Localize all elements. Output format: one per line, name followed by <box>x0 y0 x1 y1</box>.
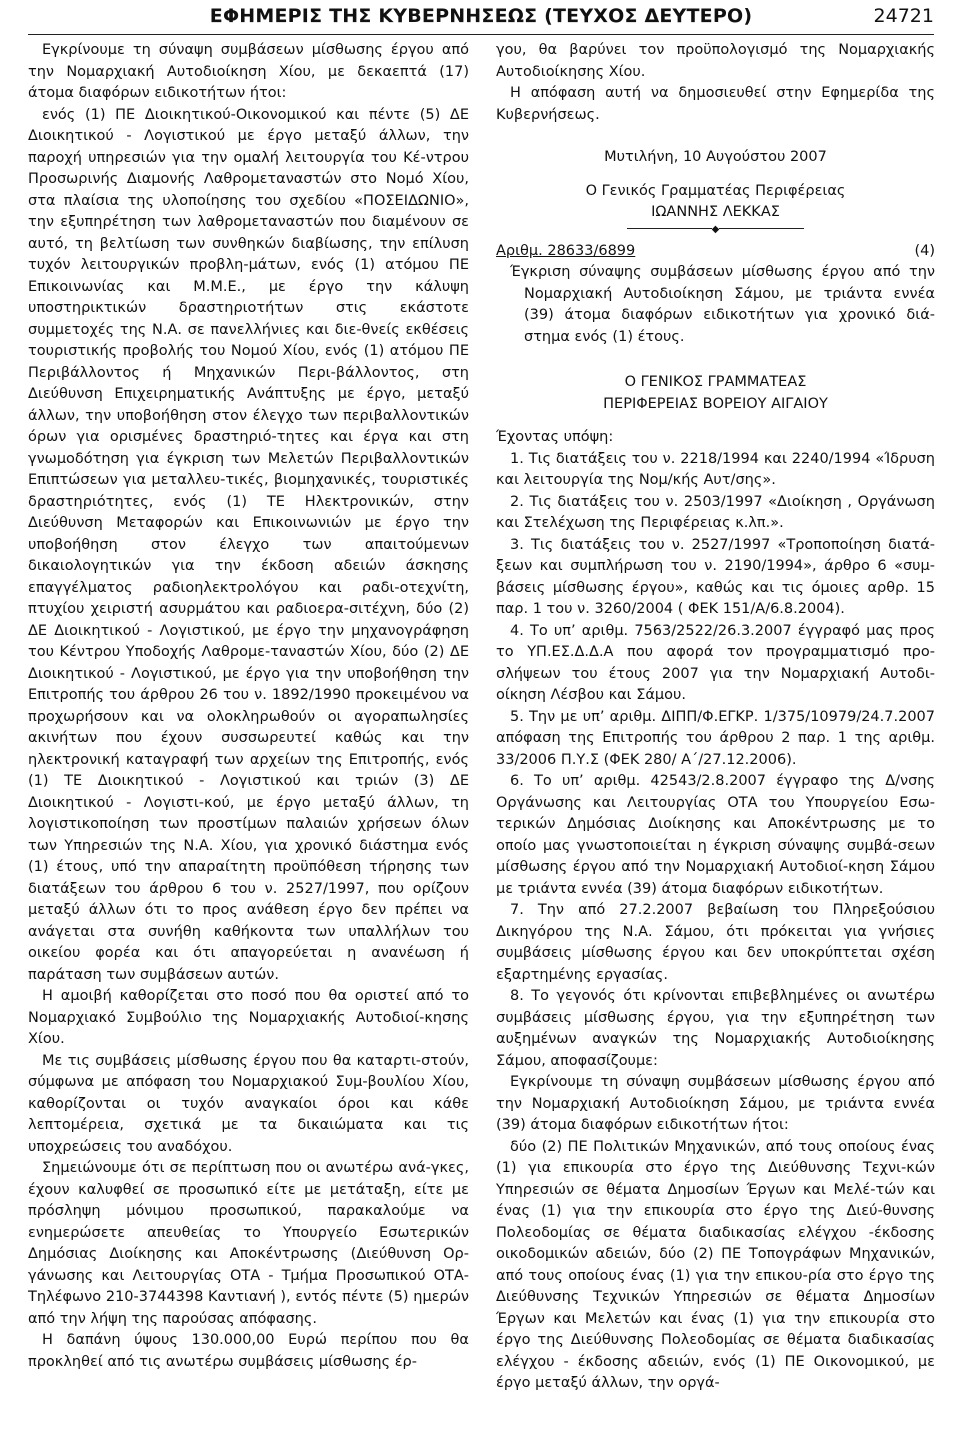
authority-line: Ο ΓΕΝΙΚΟΣ ΓΡΑΜΜΑΤΕΑΣ <box>624 374 807 390</box>
paragraph: γου, θα βαρύνει τον προϋπολογισμό της Νομαρχιακής Αυτοδιοίκησης Χίου. <box>496 42 935 80</box>
paragraph: δύο (2) ΠΕ Πολιτικών Μηχανικών, από τους οποίους ένας (1) για επικουρία στο έργο της Διεύθυνσης Τεχνι-κών Υπηρεσιών σε θέματα Δημοσίων Έργων και Μελέ-τών και ένας (1) για την επικουρία στο έργο της Διεύ-θυνσης Πολεοδομίας σε θέματα διαδικασίας ελέγχου -έκδοσης οικοδομικών αδειών, δύο (2) ΠΕ Τοπογράφων Μηχανικών, από τους οποίους ένας (1) για την επικου-ρία στο έργο της Διεύθυνσης Τεχνικών Υπηρεσιών σε θέματα Δημοσίων Έργων και Μελετών και ένας (1) για την επικουρία στο έργο της Διεύθυνσης Πολεοδομίας σε θέματα διαδικασίας ελέγχου - έκδοσης αδειών, ενός (1) ΠΕ Οικονομικού, με έργο μεταξύ άλλων, την οργά- <box>496 1138 935 1391</box>
consideration-item: 3. Τις διατάξεις του ν. 2527/1997 «Τροποποίηση διατά-ξεων και συμπλήρωση του ν. 2190/1994», άρθρο 6 «συμ-βάσεις μίσθωσης έργου», καθώς και τις όμοιες αρθρ. 15 παρ. 1 του ν. 3260/2004 ( ΦΕΚ 151/Α/6.8.2004). <box>496 536 935 617</box>
paragraph: Η αμοιβή καθορίζεται στο ποσό που θα οριστεί από το Νομαρχιακό Συμβούλιο της Νομαρχιακής Αυτοδιοί-κησης Χίου. <box>28 988 469 1047</box>
page-number: 24721 <box>873 5 934 27</box>
consideration-item: 7. Την από 27.2.2007 βεβαίωση του Πληρεξούσιου Δικηγόρου της Ν.Α. Σάμου, ότι πρόκειται για γνήσιες συμβάσεις μίσθωσης έργου και δεν υποκρύπτεται σχέση εξαρτημένης εργασίας. <box>496 902 935 983</box>
paragraph: Η δαπάνη ύψους 130.000,00 Ευρώ περίπου που θα προκληθεί από τις ανωτέρω συμβάσεις μίσθωσης έρ- <box>28 1332 469 1370</box>
paragraph: Σημειώνουμε ότι σε περίπτωση που οι ανωτέρω ανά-γκες, έχουν καλυφθεί σε προσωπικό είτε με μετάταξη, είτε με πρόσληψη μόνιμου προσωπικού, παρακαλούμε να ενημερώσετε απευθείας το Υπουργείο Εσωτερικών Δημόσιας Διοίκησης και Αποκέντρωσης (Διεύθυνση Ορ-γάνωσης και Λειτουργίας ΟΤΑ - Τμήμα Προσωπικού ΟΤΑ- Τηλέφωνο 210-3744398 Καντιανή ), εντός πέντε (5) ημερών από την λήψη της παρούσας απόφασης. <box>28 1160 469 1327</box>
consideration-item: 1. Τις διατάξεις του ν. 2218/1994 και 2240/1994 «Ίδρυση και λειτουργία της Νομ/κής Αυτ/σης». <box>496 450 935 488</box>
paragraph: Με τις συμβάσεις μίσθωσης έργου που θα καταρτι-στούν, σύμφωνα με απόφαση του Νομαρχιακού Συμ-βουλίου Χίου, καθορίζονται οι τυχόν αναγκαίοι όροι και κάθε λεπτομέρεια, σχετικά με τα δικαιώματα και τις υποχρεώσεις του αναδόχου. <box>28 1052 469 1155</box>
left-column <box>28 40 469 1373</box>
right-column <box>496 40 935 1395</box>
signatory-name: ΙΩΑΝΝΗΣ ΛΕΚΚΑΣ <box>651 204 780 220</box>
consideration-item: 5. Την με υπ’ αριθμ. ΔΙΠΠ/Φ.ΕΓΚΡ. 1/375/10979/24.7.2007 απόφαση της Επιτροπής του άρθρου 2 παρ. 1 της αριθμ. 33/2006 Π.Υ.Σ (ΦΕΚ 280/ Α΄/27.12.2006). <box>496 708 935 768</box>
decision-title: Έγκριση σύναψης συμβάσεων μίσθωσης έργου από την Νομαρχιακή Αυτοδιοίκηση Σάμου, με τριάντα εννέα (39) άτομα διαφόρων ειδικοτήτων για χρονικό διά-στημα ενός (1) έτους. <box>510 264 935 345</box>
paragraph: Εγκρίνουμε τη σύναψη συμβάσεων μίσθωσης έργου από την Νομαρχιακή Αυτοδιοίκηση Σάμου, με τριάντα εννέα (39) άτομα διαφόρων ειδικοτήτων ήτοι: <box>496 1074 935 1133</box>
signatory-title: Ο Γενικός Γραμματέας Περιφέρειας <box>585 182 846 199</box>
paragraph: Η απόφαση αυτή να δημοσιευθεί στην Εφημερίδα της Κυβερνήσεως. <box>496 85 935 123</box>
paragraph: ενός (1) ΠΕ Διοικητικού-Οικονομικού και πέντε (5) ΔΕ Διοικητικού - Λογιστικού με έργο μεταξύ άλλων, την παροχή υπηρεσιών για την ομαλή λειτουργία του Κέ-ντρου Προσωρινής Διαμονής Λαθρομεταναστών στο Νομό Χίου, στα πλαίσια της υλοποίησης του σχεδίου «ΠΟΣΕΙΔΩΝΙΟ», την εξυπηρέτηση των λαθρομεταναστών που διαμένουν σε αυτό, τη βελτίωση των συνθηκών διαβίωσης, την επίλυση τυχόν λειτουργικών προβλη-μάτων, ενός (1) ατόμου ΠΕ Επικοινωνίας και Μ.Μ.Ε., με έργο την κάλυψη υποστηρικτικών δραστηριοτήτων στις εκάστοτε συμμετοχές της Ν.Α. σε πανελλήνιες και διε-θνείς εκθέσεις τουριστικής προβολής του Νομού Χίου, ενός (1) ατόμου ΠΕ Περιβάλλοντος ή Μηχανικών Περι-βάλλοντος, στη Διεύθυνση Επιχειρηματικής Ανάπτυξης με έργο, μεταξύ άλλων, την υποβοήθηση στον έλεγχο των περιβαλλοντικών όρων για ορισμένες δραστηριό-τητες και έργα και στη γνωμοδότηση για έγκριση των Μελετών Περιβαλλοντικών Επιπτώσεων για μεταλλευ-τικές, βιομηχανικές, τουριστικές δραστηριότητες, ενός (1) ΤΕ Ηλεκτρονικών, στην Διεύθυνση Μεταφορών και Επικοινωνιών με έργο την υποβοήθηση στον έλεγχο των απαιτούμενων δικαιολογητικών για την έκδοση αδειών άσκησης επαγγέλματος ραδιοηλεκτρολόγου και ραδι-οτεχνίτη, πτυχίου χειριστή ασυρμάτου και ραδιοερα-σιτέχνη, δύο (2) ΔΕ Διοικητικού - Λογιστικού, με έργο την μηχανογράφηση του Κέντρου Υποδοχής Λαθρομε-ταναστών Χίου, δύο (2) ΔΕ Διοικητικού - Λογιστικού, με έργο για την υποβοήθηση την Επιτροπής του άρθρου 26 του ν. 1892/1990 προκειμένου να προχωρήσουν και να ολοκληρωθούν οι αγοραπωλησίες ακινήτων που έχουν συσσωρευτεί καθώς και την ηλεκτρονική καταγραφή των αρχείων της Επιτροπής, ενός (1) ΤΕ Διοικητικού - Λογιστικού και τριών (3) ΔΕ Διοικητικού - Λογιστι-κού, με έργο μεταξύ άλλων, τη λογιστικοποίηση των προστίμων παλαιών χρήσεων όλων των Υπηρεσιών της Ν.Α. Χίου, για χρονικό διάστημα ενός (1) έτους, υπό την απαραίτητη προϋπόθεση τήρησης των διατάξεων του άρθρου 6 του ν. 2527/1997, που ορίζουν μεταξύ άλλων ότι το προς ανάθεση έργο δεν πρέπει να ανάγεται στα συνήθη καθήκοντα των υπαλλήλων του οικείου φορέα και ότι απαγορεύεται η ανανέωση ή παράταση των συμβάσεων αυτών. <box>28 106 469 983</box>
consideration-item: 4. Το υπ’ αριθμ. 7563/2522/26.3.2007 έγγραφό μας προς το ΥΠ.ΕΣ.Δ.Δ.Α που αφορά τον προγραμματισμό προ-σλήψεων του έτους 2007 για την Νομαρχιακή Αυτοδι-οίκηση Λέσβου και Σάμου. <box>496 622 935 703</box>
gazette-title: ΕΦΗΜΕΡΙΣ ΤΗΣ ΚΥΒΕΡΝΗΣΕΩΣ (ΤΕΥΧΟΣ ΔΕΥΤΕΡΟ) <box>209 5 753 27</box>
decision-index: (4) <box>914 242 935 259</box>
considering-heading: Έχοντας υπόψη: <box>496 429 614 445</box>
page-header <box>28 0 934 34</box>
consideration-item: 2. Τις διατάξεις του ν. 2503/1997 «Διοίκηση , Οργάνωση και Στελέχωση της Περιφέρειας κ.λπ.». <box>496 493 935 531</box>
place-date: Μυτιλήνη, 10 Αυγούστου 2007 <box>604 149 827 165</box>
decision-number: Αριθμ. 28633/6899 <box>496 242 636 259</box>
diamond-icon: ◆ <box>711 223 720 235</box>
section-separator <box>496 225 935 235</box>
consideration-item: 6. Το υπ’ αριθμ. 42543/2.8.2007 έγγραφο της Δ/νσης Οργάνωσης και Λειτουργίας ΟΤΑ του Υπουργείου Εσω-τερικών Δημόσιας Διοίκησης και Αποκέντρωσης με το οποίο μας γνωστοποιείται η έγκριση σύναψης συμβά-σεων μίσθωσης έργου από την Νομαρχιακή Αυτοδιοί-κηση Σάμου με τριάντα εννέα (39) άτομα διαφόρων ειδικοτήτων. <box>496 773 935 897</box>
paragraph: Εγκρίνουμε τη σύναψη συμβάσεων μίσθωσης έργου από την Νομαρχιακή Αυτοδιοίκηση Χίου, με δεκαεπτά (17) άτομα διαφόρων ειδικοτήτων ήτοι: <box>28 42 469 101</box>
consideration-item: 8. Το γεγονός ότι κρίνονται επιβεβλημένες οι ανωτέρω συμβάσεις μίσθωσης έργου, για την εξυπηρέτηση των αυξημένων αναγκών της Νομαρχιακής Αυτοδιοίκησης Σάμου, αποφασίζουμε: <box>496 988 935 1069</box>
authority-line: ΠΕΡΙΦΕΡΕΙΑΣ ΒΟΡΕΙΟΥ ΑΙΓΑΙΟΥ <box>603 395 828 412</box>
header-rule <box>28 34 934 35</box>
decision-reference <box>496 241 935 263</box>
